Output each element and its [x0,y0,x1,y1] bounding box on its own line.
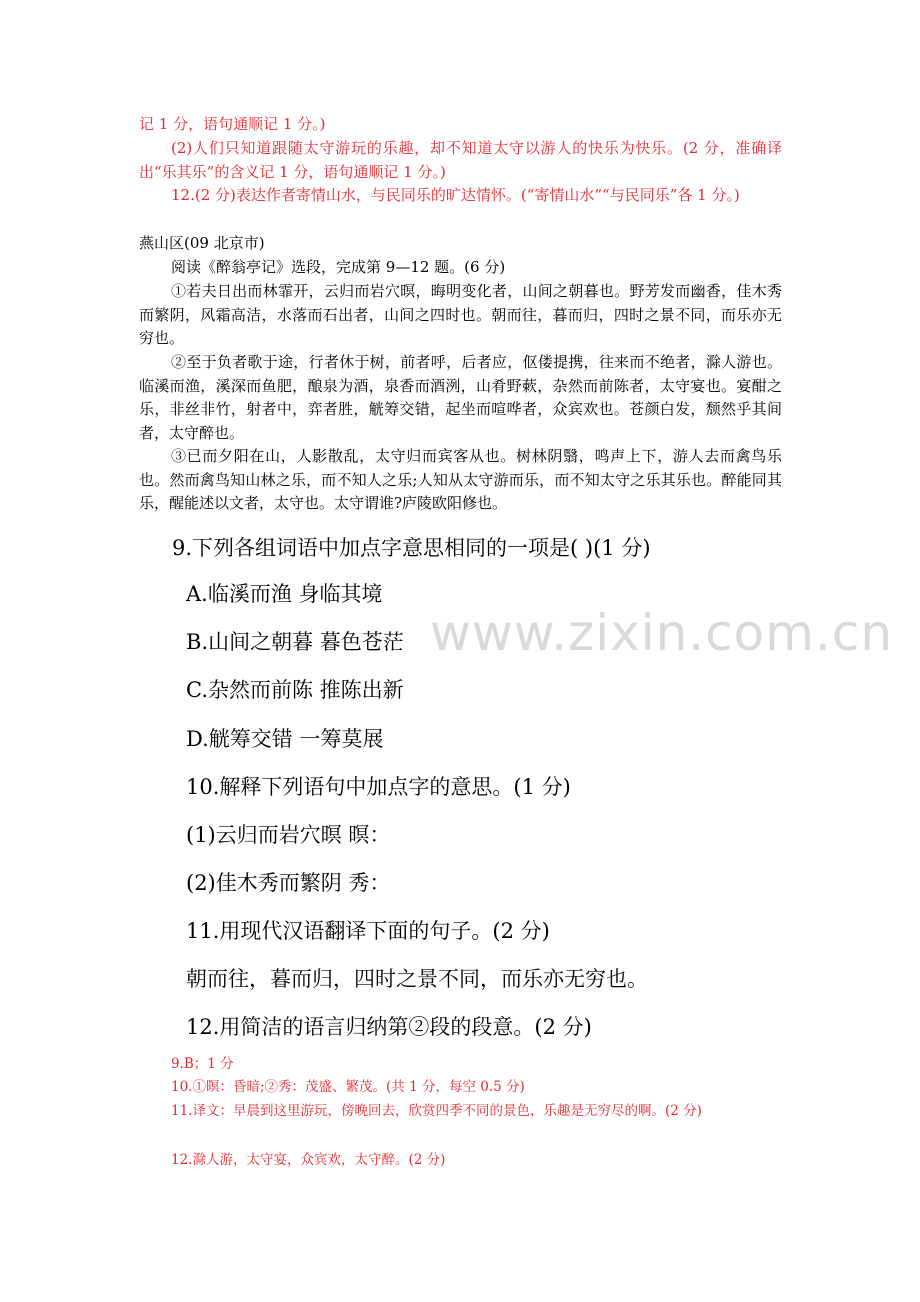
answer-line-top-1: 记 1 分，语句通顺记 1 分。) [139,115,326,133]
watermark: www.zixin.com.cn [430,604,894,662]
answer-10: 10.①暝：昏暗;②秀：茂盛、繁茂。(共 1 分，每空 0.5 分) [171,1079,525,1095]
question-10-item-2: (2)佳木秀而繁阴 秀： [186,871,391,895]
answer-12: 12.滁人游，太守宴，众宾欢，太守醉。(2 分) [171,1152,446,1168]
question-10-item-1: (1)云归而岩穴暝 暝： [186,823,391,847]
answer-11: 11.译文：早晨到这里游玩，傍晚回去，欣赏四季不同的景色，乐趣是无穷尽的啊。(2 分) [171,1103,702,1119]
question-11: 11.用现代汉语翻译下面的句子。(2 分) [186,919,550,943]
question-9-option-c: C.杂然而前陈 推陈出新 [186,678,404,702]
source-label: 燕山区(09 北京市) [139,234,265,252]
question-9: 9.下列各组词语中加点字意思相同的一项是( )(1 分) [172,536,651,560]
question-9-option-d: D.觥筹交错 一筹莫展 [186,727,384,751]
passage-paragraph-1: ①若夫日出而林霏开，云归而岩穴暝，晦明变化者，山间之朝暮也。野芳发而幽香，佳木秀而繁阴，风霜高洁，水落而石出者，山间之四时也。朝而往，暮而归，四时之景不同，而乐亦无穷也。 [139,282,782,347]
answer-line-top-2: (2)人们只知道跟随太守游玩的乐趣，却不知道太守以游人的快乐为快乐。(2 分，准确译出“乐其乐”的含义记 1 分，语句通顺记 1 分。) [139,139,782,181]
answer-9: 9.B；1 分 [171,1056,234,1072]
question-9-option-a: A.临溪而渔 身临其境 [186,582,383,606]
passage-paragraph-2: ②至于负者歌于途，行者休于树，前者呼，后者应，伛偻提携，往来而不绝者，滁人游也。临溪而渔，溪深而鱼肥，酿泉为酒，泉香而酒洌，山肴野蔌，杂然而前陈者，太守宴也。宴酣之乐，非丝非竹，射者中，弈者胜，觥筹交错，起坐而喧哗者，众宾欢也。苍颜白发，颓然乎其间者，太守醉也。 [139,353,782,442]
reading-intro: 阅读《醉翁亭记》选段，完成第 9—12 题。(6 分) [171,258,506,276]
question-12: 12.用简洁的语言归纳第②段的段意。(2 分) [186,1015,592,1039]
question-10: 10.解释下列语句中加点字的意思。(1 分) [186,775,571,799]
answer-line-top-3: 12.(2 分)表达作者寄情山水，与民同乐的旷达情怀。(“寄情山水”“与民同乐”各 1 分。) [171,186,740,204]
question-11-sentence: 朝而往，暮而归，四时之景不同，而乐亦无穷也。 [186,967,648,991]
passage-paragraph-3: ③已而夕阳在山，人影散乱，太守归而宾客从也。树林阴翳，鸣声上下，游人去而禽鸟乐也。然而禽鸟知山林之乐，而不知人之乐;人知从太守游而乐，而不知太守之乐其乐也。醉能同其乐，醒能述以文者，太守也。太守谓谁?庐陵欧阳修也。 [139,447,782,512]
question-9-option-b: B.山间之朝暮 暮色苍茫 [186,630,404,654]
